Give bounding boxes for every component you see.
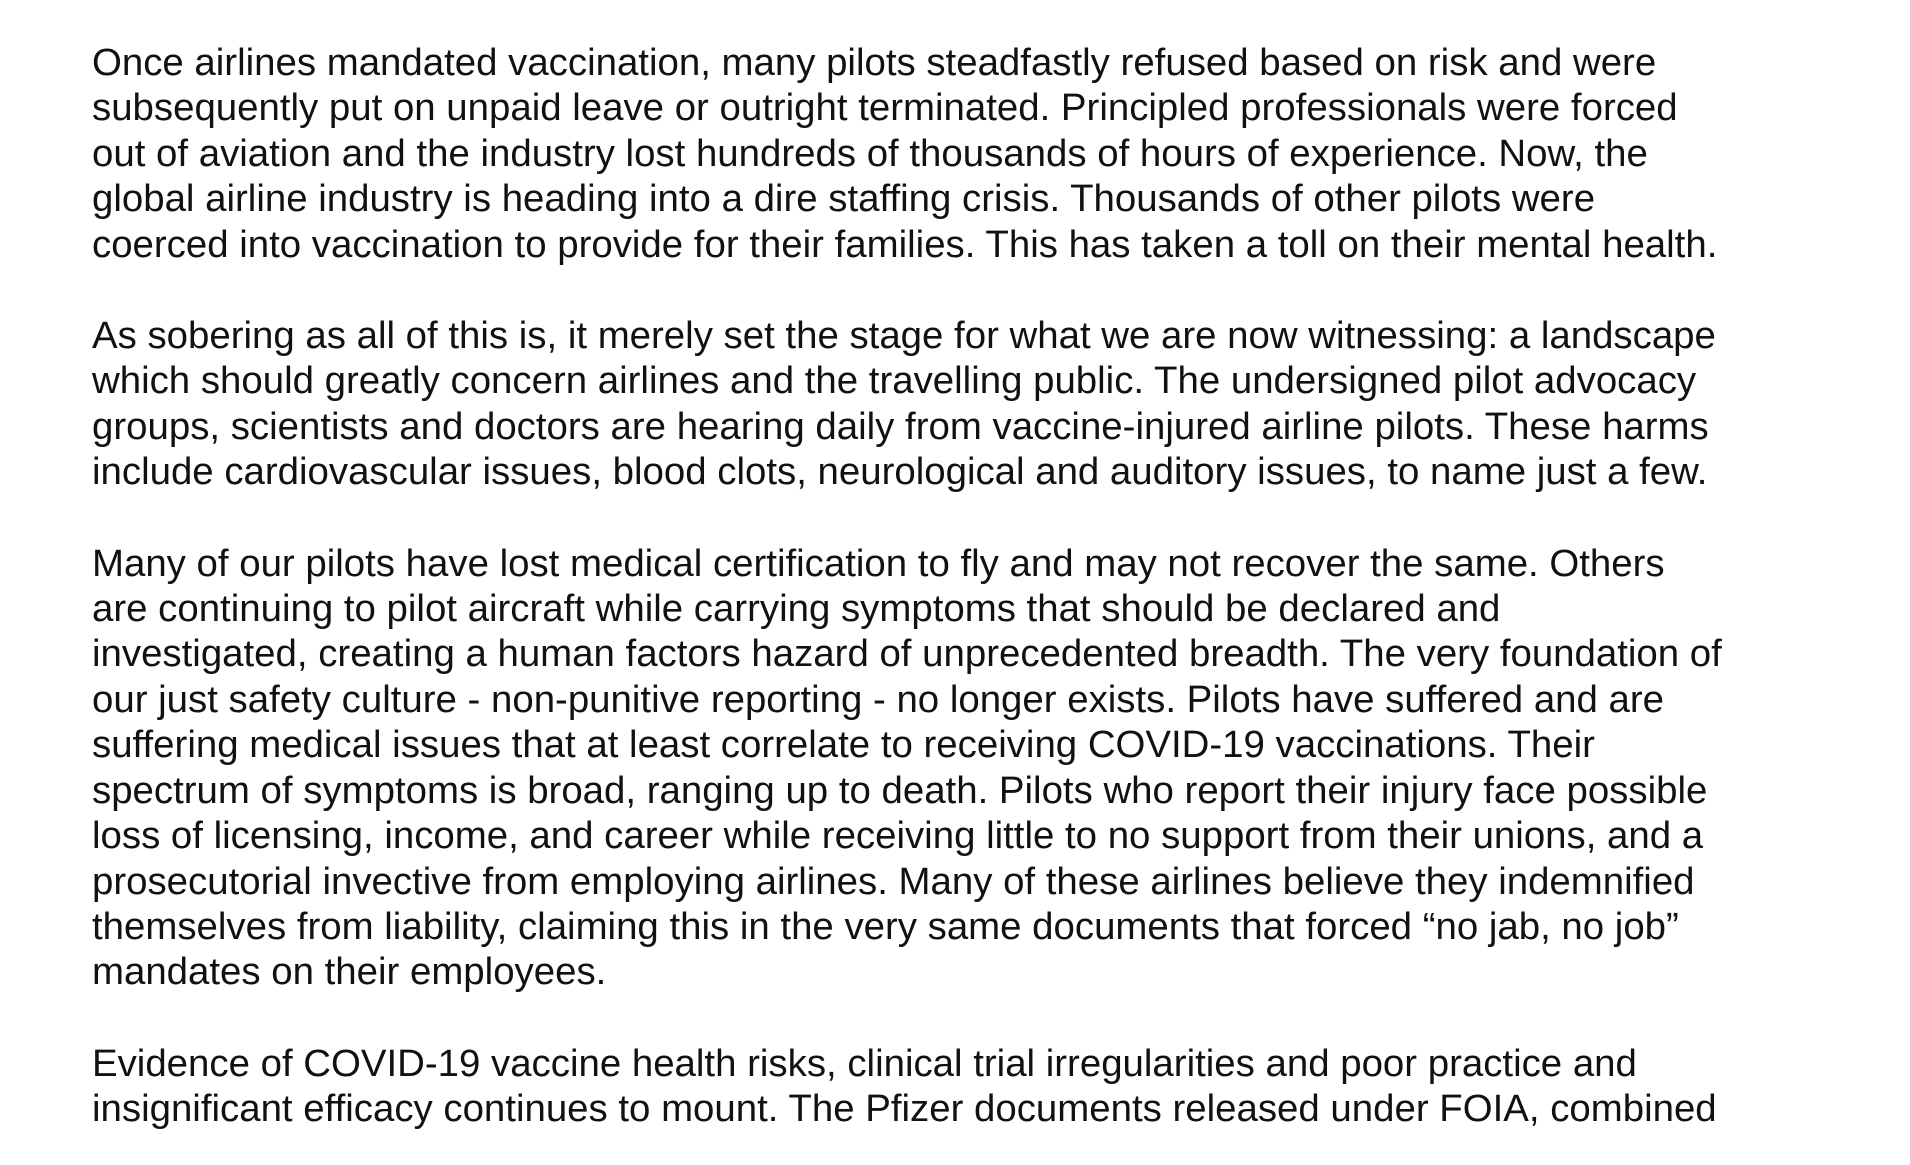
text-line: include cardiovascular issues, blood clots, neurological and auditory issues, to name just a few. <box>92 450 1708 494</box>
text-line: subsequently put on unpaid leave or outright terminated. Principled professionals were forced <box>92 86 1678 130</box>
text-line: out of aviation and the industry lost hundreds of thousands of hours of experience. Now, the <box>92 131 1648 175</box>
text-line: groups, scientists and doctors are hearing daily from vaccine-injured airline pilots. These harms <box>92 404 1709 448</box>
paragraph-vaccine-injuries <box>92 313 1892 495</box>
text-line: Many of our pilots have lost medical certification to fly and may not recover the same. Others <box>92 541 1665 585</box>
text-line: our just safety culture - non-punitive reporting - no longer exists. Pilots have suffered and are <box>92 677 1665 721</box>
paragraph-medical-certification <box>92 541 1892 995</box>
text-line: global airline industry is heading into a dire staffing crisis. Thousands of other pilots were <box>92 177 1596 221</box>
text-line: investigated, creating a human factors hazard of unprecedented breadth. The very foundation of <box>92 632 1722 676</box>
paragraph-evidence <box>92 1041 1892 1132</box>
text-line: mandates on their employees. <box>92 950 607 994</box>
text-line: coerced into vaccination to provide for their families. This has taken a toll on their mental health. <box>92 222 1718 266</box>
text-line: suffering medical issues that at least correlate to receiving COVID-19 vaccinations. Their <box>92 723 1595 767</box>
text-line: prosecutorial invective from employing airlines. Many of these airlines believe they indemnified <box>92 859 1695 903</box>
text-line: insignificant efficacy continues to mount. The Pfizer documents released under FOIA, combined <box>92 1087 1717 1131</box>
text-line: themselves from liability, claiming this in the very same documents that forced “no jab, no job” <box>92 904 1679 948</box>
text-line: are continuing to pilot aircraft while carrying symptoms that should be declared and <box>92 587 1501 631</box>
text-line: As sobering as all of this is, it merely set the stage for what we are now witnessing: a landscape <box>92 314 1716 358</box>
text-line: Evidence of COVID-19 vaccine health risks, clinical trial irregularities and poor practice and <box>92 1041 1637 1085</box>
text-line: which should greatly concern airlines and the travelling public. The undersigned pilot advocacy <box>92 359 1697 403</box>
text-line: Once airlines mandated vaccination, many pilots steadfastly refused based on risk and were <box>92 41 1657 84</box>
document-body <box>92 40 1892 1165</box>
text-line: loss of licensing, income, and career while receiving little to no support from their unions, and a <box>92 814 1704 858</box>
text-line: spectrum of symptoms is broad, ranging up to death. Pilots who report their injury face possible <box>92 768 1708 812</box>
paragraph-vaccination-mandates <box>92 40 1892 267</box>
